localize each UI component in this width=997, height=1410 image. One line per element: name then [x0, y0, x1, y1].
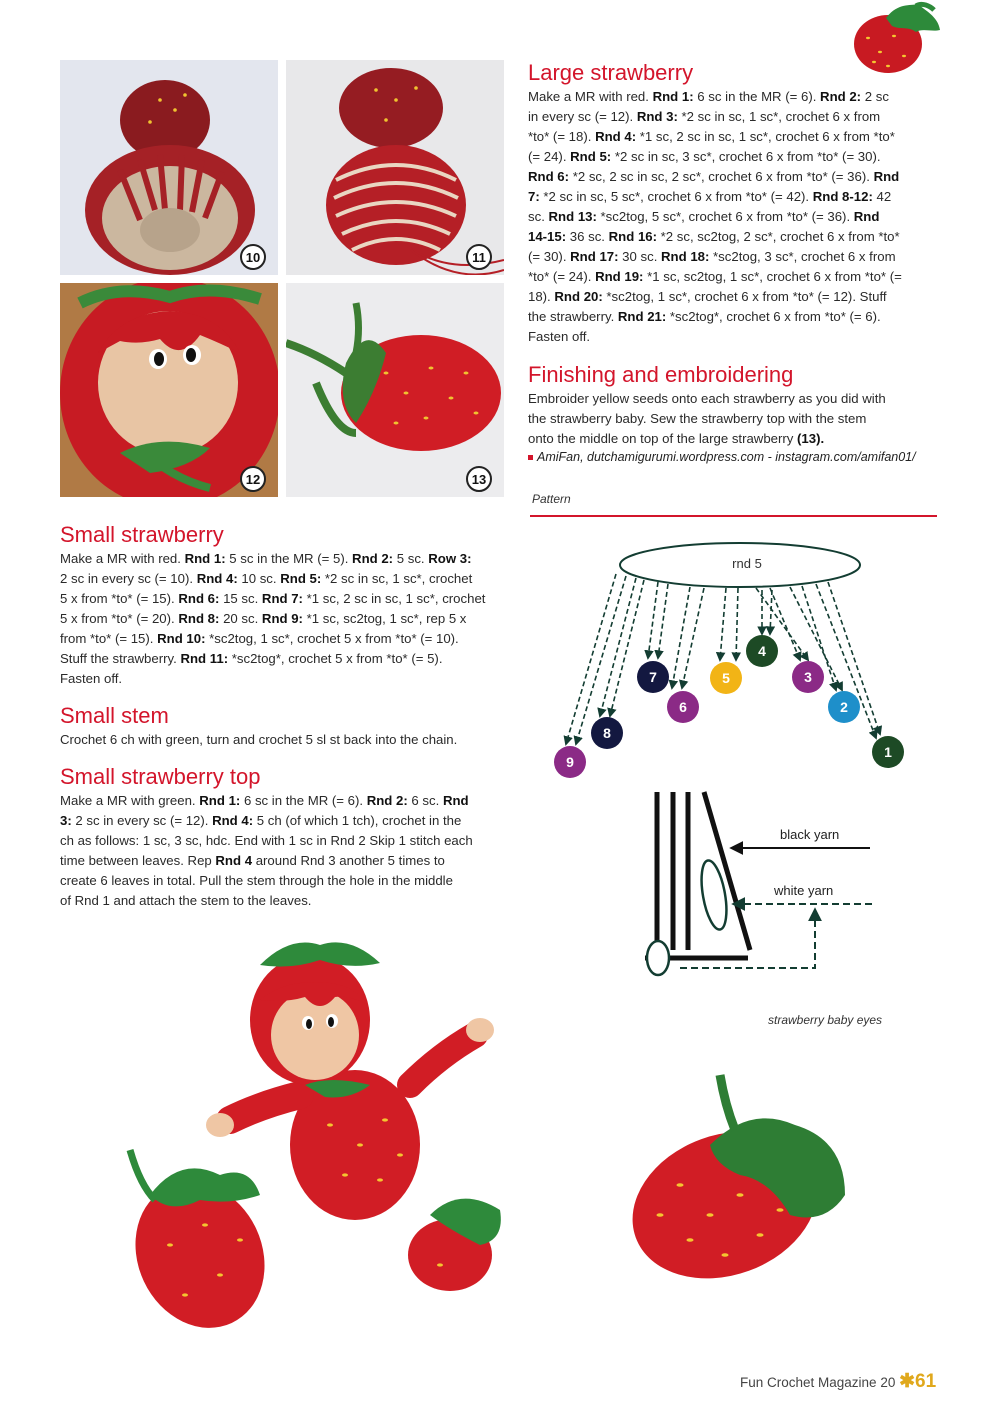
bold-label: Rnd: [873, 169, 900, 184]
text-run: *2 sc in sc, 1 sc*, crochet: [321, 571, 473, 586]
text-run: *2 sc, sc2tog, 2 sc*, crochet 6 x from *to*: [657, 229, 900, 244]
section-text-small-stem: [60, 730, 510, 750]
bold-label: 7:: [528, 189, 540, 204]
text-run: Crochet 6 ch with green, turn and crochet 5 sl st back into the chain.: [60, 732, 458, 747]
text-run: 5 x from *to* (= 15).: [60, 591, 179, 606]
white-yarn-label: white yarn: [774, 883, 834, 898]
pattern-node-3: [792, 661, 824, 693]
text-line: [60, 891, 510, 911]
strawberry-baby-photo: [110, 925, 530, 1335]
pattern-node-8: [591, 717, 623, 749]
text-line: [528, 207, 948, 227]
eyes-diagram: [640, 790, 900, 990]
eyes-caption: strawberry baby eyes: [768, 1013, 883, 1027]
bold-label: 3:: [60, 813, 72, 828]
text-line: [60, 609, 510, 629]
text-line: [528, 429, 948, 449]
text-run: onto the middle on top of the large strawberry: [528, 431, 798, 446]
text-run: 5 ch (of which 1 tch), crochet in the: [253, 813, 462, 828]
bold-label: Rnd 8:: [178, 611, 220, 626]
text-line: [60, 811, 510, 831]
bold-label: Rnd 1:: [652, 89, 694, 104]
text-line: [528, 167, 948, 187]
text-run: *sc2tog, 1 sc*, crochet 5 x from *to* (= 10).: [205, 631, 459, 646]
bold-label: Rnd 17:: [570, 249, 619, 264]
round-5-label: rnd 5: [732, 556, 762, 571]
pattern-node-6: [667, 691, 699, 723]
text-run: 2 sc: [861, 89, 889, 104]
pattern-node-label: 5: [722, 670, 730, 686]
text-run: 30 sc.: [618, 249, 662, 264]
bold-label: Rnd 13:: [548, 209, 597, 224]
text-run: Make a MR with green.: [60, 793, 200, 808]
section-text-large-strawberry: [528, 87, 948, 347]
text-run: from *to* (= 15).: [60, 631, 158, 646]
bold-label: Rnd 4:: [595, 129, 637, 144]
section-title-small-top: Small strawberry top: [60, 764, 261, 789]
pattern-node-7: [637, 661, 669, 693]
text-run: *2 sc in sc, 3 sc*, crochet 6 x from *to* (= 30).: [611, 149, 881, 164]
text-run: in every sc (= 12).: [528, 109, 637, 124]
bold-label: (13).: [797, 431, 825, 446]
text-run: *sc2tog*, crochet 6 x from *to* (= 6).: [666, 309, 881, 324]
text-line: [60, 730, 510, 750]
text-line: [528, 107, 948, 127]
text-run: 6 sc in the MR (= 6).: [240, 793, 367, 808]
small-top-section: [60, 764, 510, 911]
text-run: create 6 leaves in total. Pull the stem through the hole in the middle: [60, 873, 453, 888]
text-line: [528, 287, 948, 307]
photo-number-badge: 11: [466, 244, 492, 270]
bold-label: Rnd 4: [215, 853, 253, 868]
photo-step-11: [286, 60, 504, 275]
pattern-diagram: [540, 530, 940, 790]
pattern-node-5: [710, 662, 742, 694]
pattern-divider: [530, 515, 937, 517]
dashed-arrow: [648, 582, 658, 658]
text-line: [528, 127, 948, 147]
pattern-caption: Pattern: [532, 492, 571, 506]
pattern-node-9: [554, 746, 586, 778]
pattern-node-2: [828, 691, 860, 723]
text-run: 20 sc.: [219, 611, 262, 626]
bold-label: Rnd: [442, 793, 469, 808]
text-run: Make a MR with red.: [528, 89, 653, 104]
text-line: [528, 227, 948, 247]
text-line: [60, 669, 510, 689]
bold-label: Rnd 10:: [157, 631, 206, 646]
pattern-node-label: 2: [840, 699, 848, 715]
bold-label: Rnd 5:: [280, 571, 322, 586]
photo-step-10: [60, 60, 278, 275]
section-title-small-stem: Small stem: [60, 703, 169, 728]
text-run: Fasten off.: [60, 671, 123, 686]
text-line: [528, 307, 948, 327]
text-line: [528, 327, 948, 347]
text-run: *2 sc in sc, 1 sc*, crochet 6 x from: [677, 109, 881, 124]
pattern-node-label: 4: [758, 643, 766, 659]
text-line: [528, 147, 948, 167]
text-run: Embroider yellow seeds onto each strawberry as you did with: [528, 391, 886, 406]
text-run: 42: [872, 189, 892, 204]
bold-label: Rnd 20:: [554, 289, 603, 304]
magazine-name: Fun Crochet Magazine 20: [740, 1375, 896, 1390]
bold-label: Rnd 11:: [180, 651, 229, 666]
bold-label: Rnd 6:: [528, 169, 570, 184]
pattern-node-label: 8: [603, 725, 611, 741]
text-run: the strawberry baby. Sew the strawberry top with the stem: [528, 411, 867, 426]
text-run: (= 24).: [528, 149, 571, 164]
text-run: 36 sc.: [566, 229, 609, 244]
section-title-finishing: Finishing and embroidering: [528, 362, 794, 387]
photo-number-badge: 12: [240, 466, 266, 492]
text-run: *sc2tog, 3 sc*, crochet 6 x from: [709, 249, 896, 264]
small-stem-section: [60, 703, 510, 750]
text-line: [60, 549, 510, 569]
text-line: [528, 409, 948, 429]
text-run: the strawberry.: [528, 309, 618, 324]
bold-label: Rnd 18:: [661, 249, 710, 264]
text-line: [528, 187, 948, 207]
pattern-node-label: 7: [649, 669, 657, 685]
text-run: 6 sc in the MR (= 6).: [693, 89, 821, 104]
small-strawberry-section: [60, 522, 510, 689]
text-run: 5 sc.: [393, 551, 429, 566]
text-run: *2 sc in sc, 5 sc*, crochet 6 x from *to* (= 42).: [539, 189, 813, 204]
dashed-arrow: [720, 588, 726, 660]
text-line: [60, 569, 510, 589]
pattern-node-label: 3: [804, 669, 812, 685]
bold-label: Rnd 8-12:: [812, 189, 873, 204]
text-run: *1 sc, sc2tog, 1 sc*, rep 5 x: [302, 611, 467, 626]
text-run: 18).: [528, 289, 555, 304]
page-footer: [740, 1370, 936, 1393]
pattern-node-label: 1: [884, 744, 892, 760]
dashed-arrow: [770, 590, 772, 634]
text-run: 15 sc.: [219, 591, 262, 606]
credit-text: AmiFan, dutchamigurumi.wordpress.com - instagram.com/amifan01/: [537, 450, 916, 464]
text-run: time between leaves. Rep: [60, 853, 216, 868]
bold-label: Row 3:: [428, 551, 472, 566]
text-run: sc.: [528, 209, 549, 224]
bold-label: Rnd 1:: [199, 793, 241, 808]
section-text-small-strawberry: [60, 549, 510, 689]
text-run: 6 sc.: [407, 793, 443, 808]
text-run: 5 sc in the MR (= 5).: [225, 551, 353, 566]
bold-label: 14-15:: [528, 229, 567, 244]
bold-label: Rnd 9:: [261, 611, 303, 626]
text-line: [528, 389, 948, 409]
large-strawberry-photo: [620, 1065, 870, 1290]
section-title-small-strawberry: Small strawberry: [60, 522, 224, 547]
text-line: [60, 629, 510, 649]
pattern-node-4: [746, 635, 778, 667]
bullet-square-icon: [528, 455, 533, 460]
text-run: *sc2tog, 1 sc*, crochet 6 x from *to* (= 12). Stuff: [602, 289, 887, 304]
bold-label: Rnd 2:: [352, 551, 394, 566]
bold-label: Rnd 5:: [570, 149, 612, 164]
bold-label: Rnd 2:: [820, 89, 862, 104]
text-run: 10 sc.: [237, 571, 281, 586]
black-yarn-label: black yarn: [780, 827, 840, 842]
dashed-arrow: [610, 580, 644, 716]
pattern-node-label: 9: [566, 754, 574, 770]
dashed-arrow: [736, 588, 738, 660]
text-line: [60, 649, 510, 669]
text-run: around Rnd 3 another 5 times to: [252, 853, 445, 868]
photo-number-badge: 13: [466, 466, 492, 492]
text-run: 2 sc in every sc (= 12).: [71, 813, 213, 828]
text-line: [60, 831, 510, 851]
section-text-finishing: [528, 389, 948, 449]
text-run: ch as follows: 1 sc, 3 sc, hdc. End with 1 sc in Rnd 2 Skip 1 stitch each: [60, 833, 473, 848]
text-line: [528, 87, 948, 107]
bold-label: Rnd 1:: [184, 551, 226, 566]
bold-label: Rnd 21:: [617, 309, 667, 324]
section-title-large-strawberry: Large strawberry: [528, 60, 694, 85]
bold-label: Rnd 19:: [595, 269, 644, 284]
text-line: [528, 247, 948, 267]
bold-label: Rnd 3:: [636, 109, 678, 124]
bold-label: Rnd 2:: [366, 793, 408, 808]
photo-step-13: [286, 283, 504, 497]
text-run: Fasten off.: [528, 329, 591, 344]
dashed-arrow: [682, 588, 704, 688]
bold-label: Rnd 7:: [261, 591, 303, 606]
pattern-node-label: 6: [679, 699, 687, 715]
text-line: [60, 851, 510, 871]
text-run: Make a MR with red.: [60, 551, 185, 566]
text-run: *sc2tog*, crochet 5 x from *to* (= 5).: [228, 651, 443, 666]
section-text-small-top: [60, 791, 510, 911]
text-run: Stuff the strawberry.: [60, 651, 181, 666]
text-line: [528, 267, 948, 287]
text-run: *1 sc, 2 sc in sc, 1 sc*, crochet 6 x from *to*: [636, 129, 895, 144]
text-run: *1 sc, sc2tog, 1 sc*, crochet 6 x from *to* (=: [643, 269, 902, 284]
credit-line: [528, 450, 948, 464]
text-run: 2 sc in every sc (= 10).: [60, 571, 197, 586]
bold-label: Rnd: [853, 209, 880, 224]
text-line: [60, 589, 510, 609]
text-run: *sc2tog, 5 sc*, crochet 6 x from *to* (= 36).: [596, 209, 854, 224]
bold-label: Rnd 6:: [178, 591, 220, 606]
text-run: (= 30).: [528, 249, 571, 264]
text-run: *to* (= 24).: [528, 269, 596, 284]
dashed-arrow: [658, 584, 668, 658]
finishing-section: [528, 362, 948, 464]
text-line: [60, 871, 510, 891]
dashed-arrow: [672, 587, 690, 688]
bold-label: Rnd 4:: [196, 571, 238, 586]
text-run: 5 x from *to* (= 20).: [60, 611, 179, 626]
page-number: 61: [915, 1371, 937, 1392]
bold-label: Rnd 4:: [212, 813, 254, 828]
large-strawberry-section: [528, 60, 948, 347]
photo-step-12: [60, 283, 278, 497]
text-run: of Rnd 1 and attach the stem to the leaves.: [60, 893, 312, 908]
text-run: *1 sc, 2 sc in sc, 1 sc*, crochet: [302, 591, 486, 606]
text-run: *to* (= 18).: [528, 129, 596, 144]
star-icon: ✱: [899, 1371, 916, 1392]
photo-number-badge: 10: [240, 244, 266, 270]
text-line: [60, 791, 510, 811]
bold-label: Rnd 16:: [608, 229, 657, 244]
pattern-node-1: [872, 736, 904, 768]
text-run: *2 sc, 2 sc in sc, 2 sc*, crochet 6 x from *to* (= 36).: [569, 169, 874, 184]
